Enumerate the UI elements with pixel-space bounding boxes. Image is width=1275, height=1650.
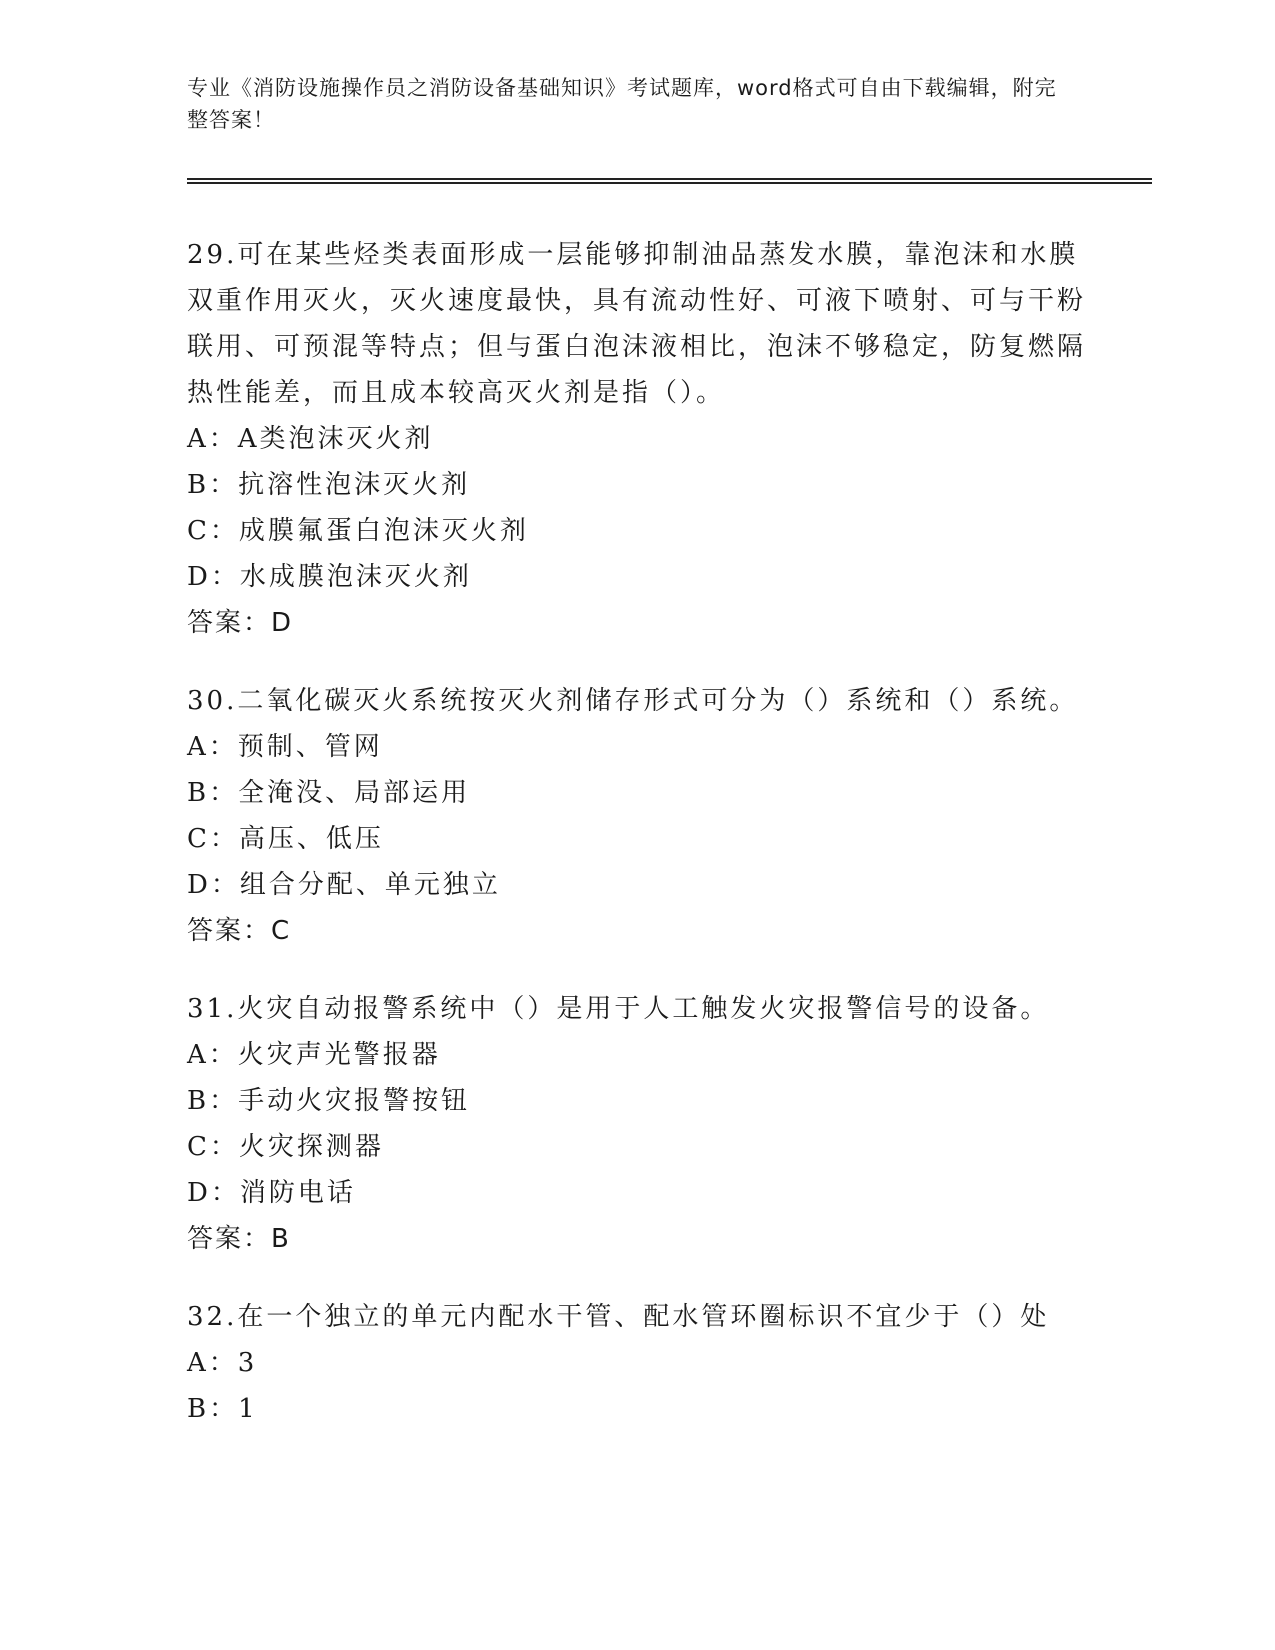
document-header: 专业《消防设施操作员之消防设备基础知识》考试题库，word格式可自由下载编辑，附完整答案！ xyxy=(187,76,1057,132)
question-stem: 31.火灾自动报警系统中（）是用于人工触发火灾报警信号的设备。 xyxy=(187,994,1050,1024)
option-d: D：组合分配、单元独立 xyxy=(187,870,501,900)
option-a: A：3 xyxy=(187,1348,258,1378)
answer: 答案：D xyxy=(187,608,294,638)
option-d: D：水成膜泡沫灭火剂 xyxy=(187,562,472,592)
question-29 xyxy=(187,232,1087,646)
option-b: B：1 xyxy=(187,1394,258,1424)
answer: 答案：C xyxy=(187,916,292,946)
header-divider xyxy=(187,178,1152,184)
question-stem: 29.可在某些烃类表面形成一层能够抑制油品蒸发水膜，靠泡沫和水膜双重作用灭火，灭火速度最快，具有流动性好、可液下喷射、可与干粉联用、可预混等特点；但与蛋白泡沫液相比，泡沫不够稳定，防复燃隔热性能差，而且成本较高灭火剂是指（）。 xyxy=(187,240,1087,408)
option-a: A：预制、管网 xyxy=(187,732,383,762)
option-b: B：全淹没、局部运用 xyxy=(187,778,471,808)
option-d: D：消防电话 xyxy=(187,1178,356,1208)
option-a: A：火灾声光警报器 xyxy=(187,1040,441,1070)
question-32 xyxy=(187,1294,1087,1432)
question-31 xyxy=(187,986,1087,1262)
question-stem: 30.二氧化碳灭火系统按灭火剂储存形式可分为（）系统和（）系统。 xyxy=(187,686,1079,716)
question-30 xyxy=(187,678,1087,954)
option-b: B：手动火灾报警按钮 xyxy=(187,1086,471,1116)
option-b: B：抗溶性泡沫灭火剂 xyxy=(187,470,471,500)
question-list xyxy=(187,232,1087,1464)
question-stem: 32.在一个独立的单元内配水干管、配水管环圈标识不宜少于（）处 xyxy=(187,1302,1050,1332)
option-c: C：火灾探测器 xyxy=(187,1132,384,1162)
option-a: A：A类泡沫灭火剂 xyxy=(187,424,434,454)
option-c: C：成膜氟蛋白泡沫灭火剂 xyxy=(187,516,529,546)
option-c: C：高压、低压 xyxy=(187,824,384,854)
answer: 答案：B xyxy=(187,1224,291,1254)
